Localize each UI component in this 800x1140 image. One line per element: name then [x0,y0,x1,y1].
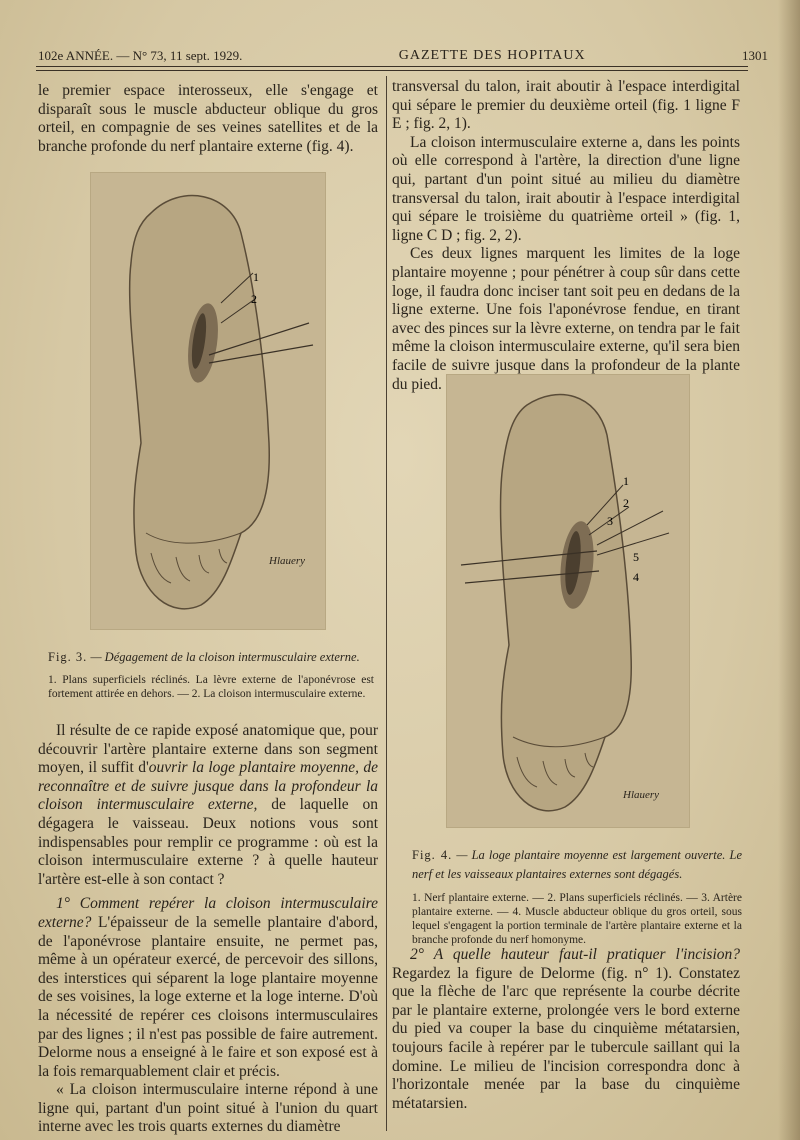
section-heading: 1° Comment repérer la cloison intermusculaire externe? [38,895,378,931]
fig4-label-1: 1 [623,474,629,488]
fig3-title [48,648,374,667]
fig4-label-4: 4 [633,570,639,584]
paragraph: Ces deux lignes marquent les limites de la loge plantaire moyenne ; pour pénétrer à coup sûr dans cette loge, il faudra donc inciser tant soit peu en dedans de la ligne externe. Une fois l'aponévrose fendue, en tirant avec des pinces sur la lèvre externe, on tendra par le fait même la cloison intermusculaire externe, qu'il sera bien facile de suivre jusque dans la profondeur de la plante du pied. [392,245,740,393]
fig3-number: Fig. 3. [48,650,88,664]
fig3-title-text: — Dégagement de la cloison intermusculaire externe. [87,650,360,664]
fig4-title [412,846,742,883]
journal-title: GAZETTE DES HOPITAUX [398,48,586,63]
foot-sole-drawing [447,375,691,829]
header-rule [36,66,748,71]
fig4-title-text: — La loge plantaire moyenne est largement ouverte. Le nerf et les vaisseaux plantaires externes sont dégagés. [412,848,742,881]
fig4-legend: 1. Nerf plantaire externe. — 2. Plans superficiels réclinés. — 3. Artère plantaire externe. — 4. Muscle abducteur oblique du gros orteil, sous lequel s'engagent la portion terminale de l'artère plantaire externe et la branche profonde du nerf homonyme. [412,892,742,947]
left-col-top [38,82,378,156]
column-divider [386,76,387,1131]
right-col-top [392,78,740,394]
fig3-label-2: 2 [251,292,257,306]
paragraph-text: de laquelle on dégagera le vaisseau. Deux notions vous sont indispensables pour remplir ce programme : où est la cloison intermusculaire externe ? à quelle hauteur l'artère est-elle à son contact ? [38,796,378,888]
figure-4-illustration [446,374,690,828]
fig4-number: Fig. 4. [412,848,453,862]
fig4-label-3: 3 [607,514,613,528]
figure-4-caption [412,846,742,947]
fig3-legend: 1. Plans superficiels réclinés. La lèvre externe de l'aponévrose est fortement attirée en dehors. — 2. La cloison intermusculaire externe. [48,673,374,700]
paragraph: La cloison intermusculaire externe a, dans les points où elle correspond à l'artère, la direction d'une ligne qui, partant d'un point situé au milieu du diamètre transversal du talon, irait aboutir à l'espace interdigital qui sépare le troisième du quatrième orteil » (fig. 1, ligne C D ; fig. 2, 2). [392,133,740,244]
paragraph [392,946,740,1113]
fig4-label-5: 5 [633,550,639,564]
figure-3-illustration [90,172,326,630]
section-heading: 2° A quelle hauteur faut-il pratiquer l'incision? [410,946,740,963]
paragraph-text: Il résulte de ce rapide exposé anatomique que, pour découvrir l'artère plantaire externe dans son segment moyen, il suffit d' [38,722,378,777]
paragraph [38,895,378,1081]
fig3-artist-signature: Hlauery [269,555,306,567]
figure-3-caption [48,648,374,701]
paragraph: « La cloison intermusculaire interne répond à une ligne qui, partant d'un point situé à l'union du quart interne avec les trois quarts externes du diamètre [38,1081,378,1136]
fig4-artist-signature: Hlauery [623,789,660,801]
paragraph-text: Regardez la figure de Delorme (fig. n° 1). Constatez que la flèche de l'arc que représente la courbe décrite par le plantaire externe, prolongée vers le bord externe du pied va couper la base du cinquième métatarsien, toujours facile à repérer par le tubercule saillant qui la domine. Le milieu de l'incision correspondra donc à l'horizontale menée par la base du cinquième métatarsien. [392,964,740,1112]
paragraph [38,722,378,889]
page-header [38,38,768,64]
left-col-bottom [38,722,378,1137]
right-col-bottom [392,946,740,1113]
fig4-label-2: 2 [623,496,629,510]
fig3-label-1: 1 [253,270,259,284]
page-number: 1301 [741,48,768,63]
paragraph: le premier espace interosseux, elle s'engage et disparaît sous le muscle abducteur oblique du gros orteil, en compagnie de ses veines satellites et de la branche profonde du nerf plantaire externe (fig. 4). [38,82,378,155]
issue-info: 102e ANNÉE. — N° 73, 11 sept. 1929. [38,48,243,63]
paragraph-emphasis: ouvrir la loge plantaire moyenne, de reconnaître et de suivre jusque dans la profondeur la cloison intermusculaire externe, [38,759,378,814]
paragraph-text: L'épaisseur de la semelle plantaire d'abord, de l'aponévrose plantaire ensuite, ne permet pas, même à un opérateur exercé, de percevoir des sillons, des interstices qui séparent la loge plantaire moyenne de ses voisines, la loge externe et la loge interne. D'où la nécessité de repérer ces cloisons intermusculaires par des lignes ; il n'est pas possible de faire autrement. Delorme nous a enseigné à le faire et son exposé est à la fois remarquablement clair et précis. [38,913,378,1080]
page-edge-shadow [778,0,800,1140]
paragraph: transversal du talon, irait aboutir à l'espace interdigital qui sépare le premier du deuxième orteil (fig. 1 ligne F E ; fig. 2, 1). [392,78,740,133]
